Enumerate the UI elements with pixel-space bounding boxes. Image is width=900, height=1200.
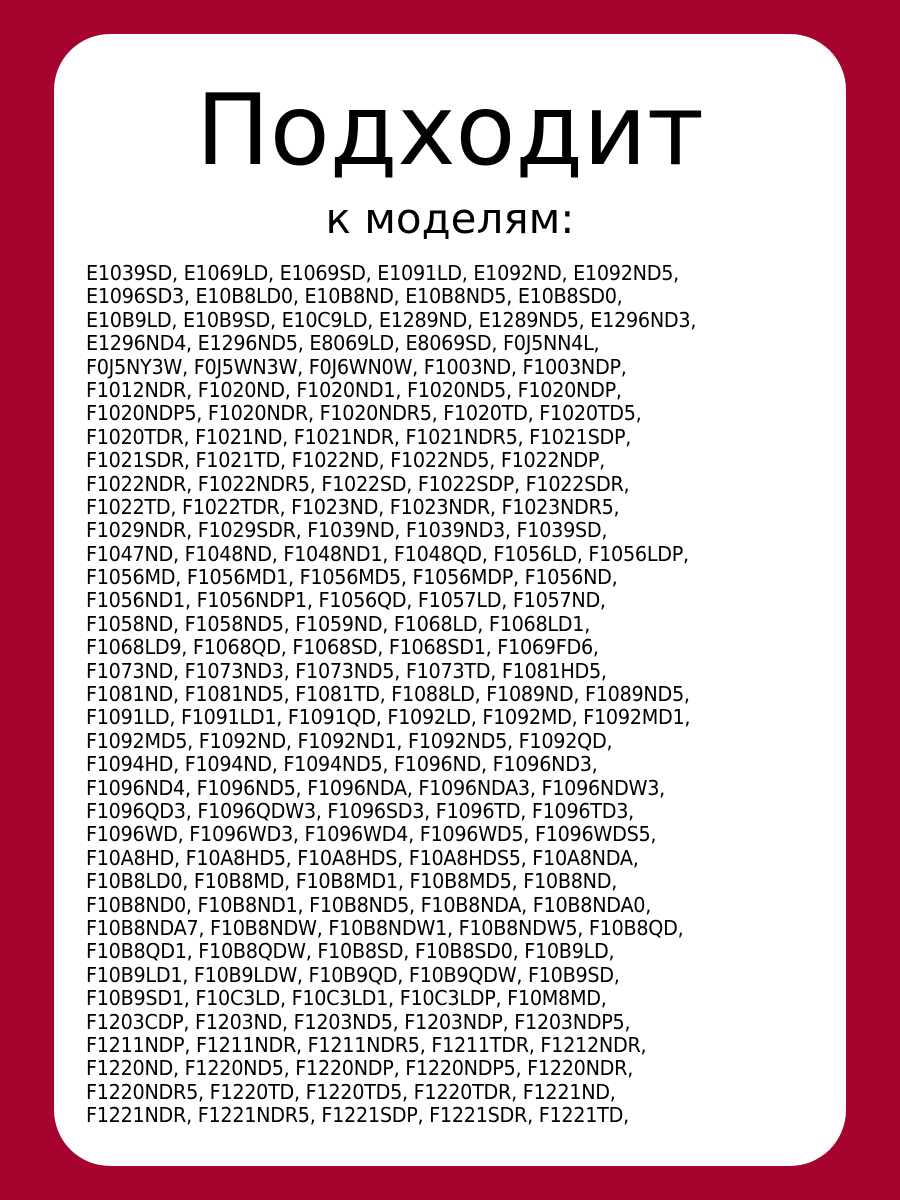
model-list-line: F1068LD9, F1068QD, F1068SD, F1068SD1, F1069FD6, — [86, 635, 599, 660]
model-list-line: F10A8HD, F10A8HD5, F10A8HDS, F10A8HDS5, F10A8NDA, — [86, 845, 639, 870]
model-list-line: F1073ND, F1073ND3, F1073ND5, F1073TD, F1081HD5, — [86, 658, 607, 683]
model-list-line: F1220NDR5, F1220TD, F1220TD5, F1220TDR, F1221ND, — [86, 1079, 616, 1104]
model-list-line: F1058ND, F1058ND5, F1059ND, F1068LD, F1068LD1, — [86, 611, 591, 636]
model-list-line: F1203CDP, F1203ND, F1203ND5, F1203NDP, F1203NDP5, — [86, 1009, 631, 1034]
model-list-line: F1091LD, F1091LD1, F1091QD, F1092LD, F1092MD, F1092MD1, — [86, 705, 691, 730]
model-list-line: E1296ND4, E1296ND5, E8069LD, E8069SD, F0J5NN4L, — [86, 331, 600, 356]
model-list-line: F1020TDR, F1021ND, F1021NDR, F1021NDR5, F1021SDP, — [86, 424, 632, 449]
content-card — [54, 34, 846, 1166]
model-list-line: F1056MD, F1056MD1, F1056MD5, F1056MDP, F1056ND, — [86, 565, 618, 590]
model-list-line: F1096QD3, F1096QDW3, F1096SD3, F1096TD, F1096TD3, — [86, 798, 634, 823]
model-list-line: F1021SDR, F1021TD, F1022ND, F1022ND5, F1022NDP, — [86, 448, 605, 473]
model-list-line: F10B8QD1, F10B8QDW, F10B8SD, F10B8SD0, F10B9LD, — [86, 939, 615, 964]
model-list-line: F1056ND1, F1056NDP1, F1056QD, F1057LD, F1057ND, — [86, 588, 606, 613]
model-list-line: F10B9SD1, F10C3LD, F10C3LD1, F10C3LDP, F10M8MD, — [86, 986, 607, 1011]
model-list-line: F1029NDR, F1029SDR, F1039ND, F1039ND3, F1039SD, — [86, 518, 608, 543]
model-list-line: F1221NDR, F1221NDR5, F1221SDP, F1221SDR, F1221TD, — [86, 1103, 629, 1128]
model-list-line: F10B8ND0, F10B8ND1, F10B8ND5, F10B8NDA, F10B8NDA0, — [86, 892, 652, 917]
model-list-line: F10B8NDA7, F10B8NDW, F10B8NDW1, F10B8NDW5, F10B8QD, — [86, 915, 684, 940]
model-list-line: F1012NDR, F1020ND, F1020ND1, F1020ND5, F1020NDP, — [86, 377, 622, 402]
model-list-line: E1039SD, E1069LD, E1069SD, E1091LD, E1092ND, E1092ND5, — [86, 261, 679, 285]
model-list-line: F1022TD, F1022TDR, F1023ND, F1023NDR, F1023NDR5, — [86, 494, 620, 519]
page-subtitle: к моделям: — [325, 194, 575, 243]
model-list-line: F1022NDR, F1022NDR5, F1022SD, F1022SDP, F1022SDR, — [86, 471, 630, 496]
model-list — [86, 262, 814, 1127]
model-list-line: F1092MD5, F1092ND, F1092ND1, F1092ND5, F1092QD, — [86, 728, 613, 753]
model-list-line: F1096ND4, F1096ND5, F1096NDA, F1096NDA3, F1096NDW3, — [86, 775, 665, 800]
model-list-line: E1096SD3, E10B8LD0, E10B8ND, E10B8ND5, E10B8SD0, — [86, 284, 623, 309]
model-list-line: F10B9LD1, F10B9LDW, F10B9QD, F10B9QDW, F10B9SD, — [86, 962, 620, 987]
model-list-line: F1047ND, F1048ND, F1048ND1, F1048QD, F1056LD, F1056LDP, — [86, 541, 689, 566]
model-list-line: F0J5NY3W, F0J5WN3W, F0J6WN0W, F1003ND, F1003NDP, — [86, 354, 627, 379]
model-list-line: F1220ND, F1220ND5, F1220NDP, F1220NDP5, F1220NDR, — [86, 1056, 634, 1081]
model-list-line: F10B8LD0, F10B8MD, F10B8MD1, F10B8MD5, F10B8ND, — [86, 869, 618, 894]
model-list-line: F1081ND, F1081ND5, F1081TD, F1088LD, F1089ND, F1089ND5, — [86, 682, 690, 707]
model-list-line: F1211NDP, F1211NDR, F1211NDR5, F1211TDR, F1212NDR, — [86, 1032, 647, 1057]
model-list-line: E10B9LD, E10B9SD, E10C9LD, E1289ND, E1289ND5, E1296ND3, — [86, 307, 697, 332]
model-list-line: F1020NDP5, F1020NDR, F1020NDR5, F1020TD, F1020TD5, — [86, 401, 642, 426]
model-list-line: F1096WD, F1096WD3, F1096WD4, F1096WD5, F1096WDS5, — [86, 822, 657, 847]
model-list-line: F1094HD, F1094ND, F1094ND5, F1096ND, F1096ND3, — [86, 752, 598, 777]
page-title: Подходит — [196, 74, 704, 188]
